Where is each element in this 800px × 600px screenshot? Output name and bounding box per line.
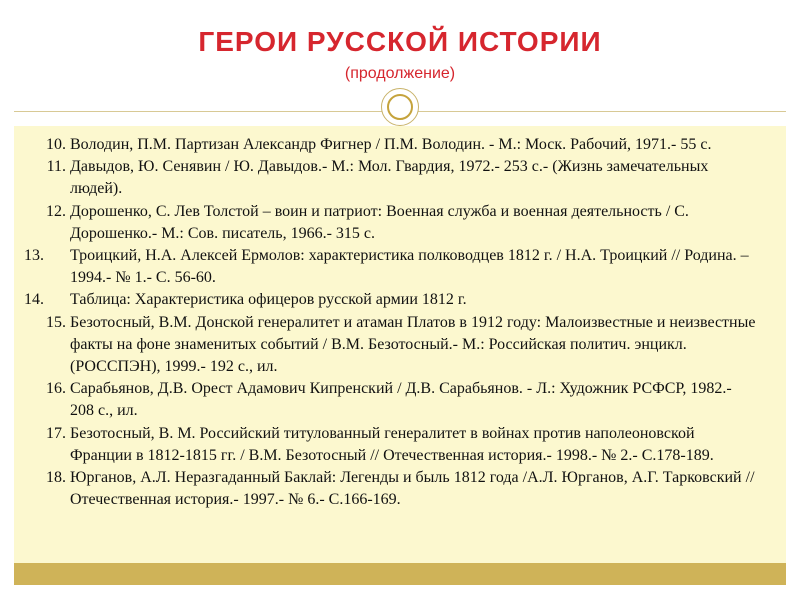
reference-list bbox=[14, 134, 786, 511]
list-item-number: 12. bbox=[46, 202, 66, 220]
list-item bbox=[14, 245, 786, 289]
list-item-text: Сарабьянов, Д.В. Орест Адамович Кипренский / Д.В. Сарабьянов. - Л.: Художник РСФСР, 1982.- 208 с., ил. bbox=[70, 380, 732, 420]
gold-circle-ornament-icon bbox=[381, 88, 419, 126]
list-item bbox=[14, 289, 786, 311]
bottom-bar bbox=[14, 563, 786, 585]
list-item bbox=[14, 156, 786, 200]
list-item-text: Юрганов, А.Л. Неразгаданный Баклай: Легенды и быль 1812 года /А.Л. Юрганов, А.Г. Тарковский // Отечественная история.- 1997.- № 6.- С.166-169. bbox=[70, 469, 755, 509]
page-title: ГЕРОИ РУССКОЙ ИСТОРИИ bbox=[198, 26, 602, 57]
list-item-number: 18. bbox=[46, 469, 66, 487]
list-item-number: 11. bbox=[46, 158, 66, 176]
list-item bbox=[14, 201, 786, 245]
list-item-text: Дорошенко, С. Лев Толстой – воин и патриот: Военная служба и военная деятельность / С. Дорошенко.- М.: Сов. писатель, 1966.- 315 с. bbox=[70, 202, 689, 242]
list-item bbox=[14, 423, 786, 467]
list-item-number: 15. bbox=[46, 313, 66, 331]
list-item bbox=[14, 134, 786, 156]
list-item bbox=[14, 312, 786, 379]
list-item-number: 13. bbox=[24, 247, 44, 265]
list-item bbox=[14, 467, 786, 511]
list-item-text: Безотосный, В. М. Российский титулованный генералитет в войнах против наполеоновской Франции в 1812-1815 гг. / В.М. Безотосный // Отечественная история.- 1998.- № 2.- С.178-189. bbox=[70, 424, 714, 464]
list-item-number: 16. bbox=[46, 380, 66, 398]
list-item-number: 10. bbox=[46, 136, 66, 153]
page-subtitle: (продолжение) bbox=[344, 65, 456, 82]
list-item-text: Безотосный, В.М. Донской генералитет и атаман Платов в 1912 году: Малоизвестные и неизвестные факты на фоне знаменитых событий / В.М. Безотосный.- М.: Российская политич. энцикл. (РОССПЭН), 1999.- 192 с., ил. bbox=[70, 313, 756, 376]
list-item-number: 14. bbox=[24, 291, 44, 309]
list-item-text: Володин, П.М. Партизан Александр Фигнер / П.М. Володин. - М.: Моск. Рабочий, 1971.- 55 с. bbox=[70, 136, 712, 153]
list-item-text: Таблица: Характеристика офицеров русской армии 1812 г. bbox=[70, 291, 467, 309]
list-item-number: 17. bbox=[46, 424, 66, 442]
list-item-text: Давыдов, Ю. Сенявин / Ю. Давыдов.- М.: Мол. Гвардия, 1972.- 253 с.- (Жизнь замечательных людей). bbox=[70, 158, 709, 198]
list-item-text: Троицкий, Н.А. Алексей Ермолов: характеристика полководцев 1812 г. / Н.А. Троицкий // Родина. – 1994.- № 1.- С. 56-60. bbox=[70, 247, 749, 287]
list-item bbox=[14, 378, 786, 422]
